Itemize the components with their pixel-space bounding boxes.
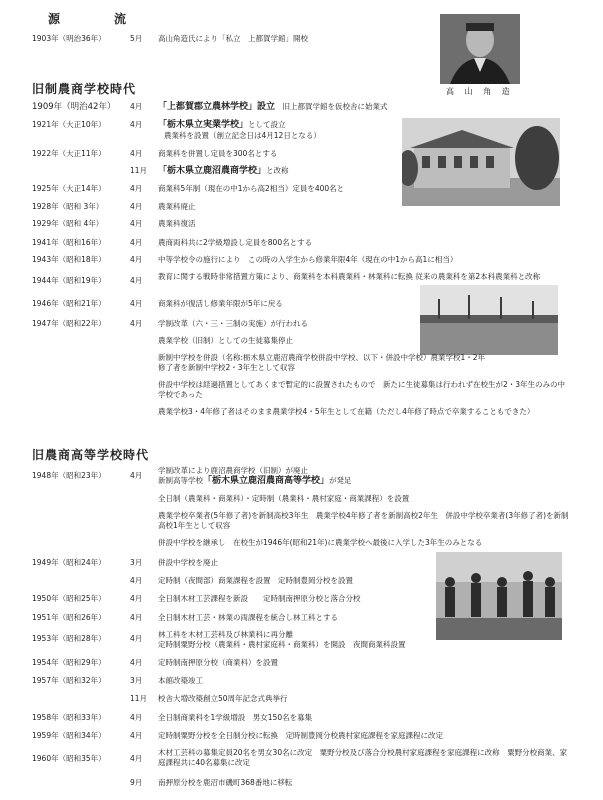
- row-text: 学制改革により鹿沼農商学校（旧制）が廃止: [158, 466, 308, 475]
- row-text: 定時制粟野分校を全日制分校に転換 定時制豊岡分校農村家庭課程を家庭課程に改定: [158, 731, 443, 740]
- row-date: 1953年（昭和28年）: [32, 634, 106, 643]
- row-month: 4月: [130, 219, 143, 228]
- row-text: 新制中学校を併設（名称:栃木県立鹿沼農商学校併設中学校、以下・併設中学校）農業学校1・2年修了者を新制中学校2・3年生として収容: [158, 353, 486, 372]
- row-month: 4月: [130, 238, 143, 247]
- row-date: 1950年（昭和25年）: [32, 594, 106, 603]
- row-text: 南押原分校を鹿沼市磯町368番地に移転: [158, 778, 293, 787]
- row-date: 1954年（昭和29年）: [32, 658, 106, 667]
- row-month: 4月: [130, 184, 143, 193]
- portrait-caption: 高 山 角 造: [446, 87, 514, 96]
- row-month: 4月: [130, 594, 143, 603]
- row-date: 1957年（昭和32年）: [32, 676, 106, 685]
- row-text: 新制高等学校: [158, 476, 203, 485]
- row-date: 1909年（明治42年）: [32, 102, 116, 112]
- row-month: 4月: [130, 634, 143, 643]
- row-text: 定時制粟野分校（農業科・農村家庭科・商業科）を開設 夜間商業科設置: [158, 640, 406, 649]
- row-text: 学制改革（六・三・三制の実施）が行われる: [158, 319, 308, 328]
- row-date: 1958年（昭和33年）: [32, 713, 106, 722]
- row-date: 1941年（昭和16年）: [32, 238, 106, 247]
- row-text: 林工科を木材工芸科及び林業科に再分離: [158, 630, 293, 639]
- founder-portrait: [440, 14, 520, 84]
- row-month: 4月: [130, 576, 143, 585]
- row-text: 商業科を併置し定員を300名とする: [158, 149, 278, 158]
- row-date: 1928年（昭和 3年）: [32, 202, 104, 211]
- row-date: 1929年（昭和 4年）: [32, 219, 104, 228]
- row-text: 農商両科共に2学級増設し定員を800名とする: [158, 238, 313, 247]
- field-photo: [420, 285, 558, 355]
- row-month: 3月: [130, 558, 143, 567]
- row-month: 4月: [130, 613, 143, 622]
- row-month: 11月: [130, 166, 148, 175]
- row-date: 1922年（大正11年）: [32, 149, 106, 158]
- row-text: 併設中学校を廃止: [158, 558, 218, 567]
- row-text-bold: 「上都賀郡立農林学校」設立: [158, 102, 276, 112]
- row-text: 全日制商業科を1学級増設 男女150名を募集: [158, 713, 313, 722]
- section-title-high-school: 旧農商高等学校時代: [32, 448, 150, 462]
- row-month: 4月: [130, 713, 143, 722]
- row-date: 1946年（昭和21年）: [32, 299, 106, 308]
- row-text: 全日制木材工芸課程を新設 定時制南押原分校と落合分校: [158, 594, 361, 603]
- row-date: 1960年（昭和35年）: [32, 754, 106, 763]
- row-text-bold: 「栃木県立鹿沼農商学校」: [158, 166, 267, 176]
- row-text: 農業学校3・4年修了者はそのまま農業学校4・5年生として在籍（ただし4年修了時点で卒業することもできた）: [158, 407, 535, 416]
- school-building-photo: [402, 118, 560, 206]
- row-date: 1903年（明治36年）: [32, 34, 106, 43]
- row-text-bold: 「栃木県立実業学校」: [158, 120, 249, 130]
- row-text: 商業科が復活し修業年限が5年に戻る: [158, 299, 283, 308]
- row-month: 4月: [130, 319, 143, 328]
- row-text: 併設中学校を継承し 在校生が1946年(昭和21年)に農業学校へ最後に入学した3年生のみとなる: [158, 538, 483, 547]
- row-month: 4月: [130, 754, 143, 763]
- row-text-bold: 「栃木県立鹿沼農商高等学校」: [203, 476, 330, 486]
- row-month: 9月: [130, 778, 143, 787]
- row-month: 4月: [130, 255, 143, 264]
- row-text: 併設中学校は経過措置としてあくまで暫定的に設置されたもので 新たに生徒募集は行われず在校生が2・3年生のみの中学校であった: [158, 380, 566, 399]
- section-title-agri-school: 旧制農商学校時代: [32, 82, 137, 96]
- row-text: と改称: [266, 166, 289, 175]
- row-text: 農業学校卒業者(5年修了者)を新制高校3年生 農業学校4年修了者を新制高校2年生 併設中学校卒業者(3年修了者)を新制高校1年生として収容: [158, 511, 569, 530]
- row-text: 中等学校令の施行により この時の入学生から修業年限4年（現在の中1から高1に相当）: [158, 255, 458, 264]
- row-text: 校舎大増改築創立50周年記念式典挙行: [158, 694, 288, 703]
- row-month: 4月: [130, 102, 143, 111]
- row-text: 定時制（夜間部）商業課程を設置 定時制豊岡分校を設置: [158, 576, 353, 585]
- row-text: 高山角造氏により「私立 上都賀学館」開校: [158, 34, 308, 43]
- row-month: 4月: [130, 202, 143, 211]
- row-text: 農業科を設置（創立記念日は4月12日となる）: [164, 131, 321, 140]
- row-text: 全日制（農業科・商業科）・定時制（農業科・農村家庭・商業課程）を設置: [158, 494, 410, 503]
- row-text: 農業学校（旧制）としての生徒募集停止: [158, 336, 293, 345]
- row-text: 木材工芸科の募集定員20名を男女30名に改定 粟野分校及び落合分校農村家庭課程を家庭課程に改称 粟野分校商業、家庭課程共に40名募集に改定: [158, 748, 568, 767]
- row-month: 11月: [130, 694, 148, 703]
- row-month: 4月: [130, 731, 143, 740]
- row-date: 1947年（昭和22年）: [32, 319, 106, 328]
- row-month: 5月: [130, 34, 143, 43]
- row-date: 1921年（大正10年）: [32, 120, 106, 129]
- row-text: 農業科復活: [158, 219, 196, 228]
- row-date: 1949年（昭和24年）: [32, 558, 106, 567]
- students-photo: [436, 552, 562, 640]
- row-text: 商業科5年制（現在の中1から高2相当）定員を400名と: [158, 184, 345, 193]
- row-date: 1925年（大正14年）: [32, 184, 106, 193]
- row-month: 4月: [130, 471, 143, 480]
- row-month: 4月: [130, 658, 143, 667]
- section-title-origin: 源 流: [48, 12, 137, 26]
- row-text: 旧上都賀学館を仮校舎に始業式: [282, 102, 388, 111]
- row-text: 定時制南押原分校（商業科）を設置: [158, 658, 278, 667]
- row-date: 1944年（昭和19年）: [32, 276, 106, 285]
- row-text: 教育に関する戦時非常措置方策により、商業科を本科農業科・林業科に転換 従来の農業科を第2本科農業科と改称: [158, 272, 541, 281]
- row-text: が発足: [329, 476, 352, 485]
- row-month: 4月: [130, 299, 143, 308]
- row-month: 3月: [130, 676, 143, 685]
- row-date: 1948年（昭和23年）: [32, 471, 106, 480]
- row-text: 全日制木材工芸・林業の両課程を統合し林工科とする: [158, 613, 338, 622]
- row-date: 1943年（昭和18年）: [32, 255, 106, 264]
- row-text: 本館改築竣工: [158, 676, 203, 685]
- row-date: 1959年（昭和34年）: [32, 731, 106, 740]
- row-date: 1951年（昭和26年）: [32, 613, 106, 622]
- row-month: 4月: [130, 276, 143, 285]
- row-text: 農業科廃止: [158, 202, 196, 211]
- row-text: として設立: [248, 120, 286, 129]
- row-month: 4月: [130, 149, 143, 158]
- row-month: 4月: [130, 120, 143, 129]
